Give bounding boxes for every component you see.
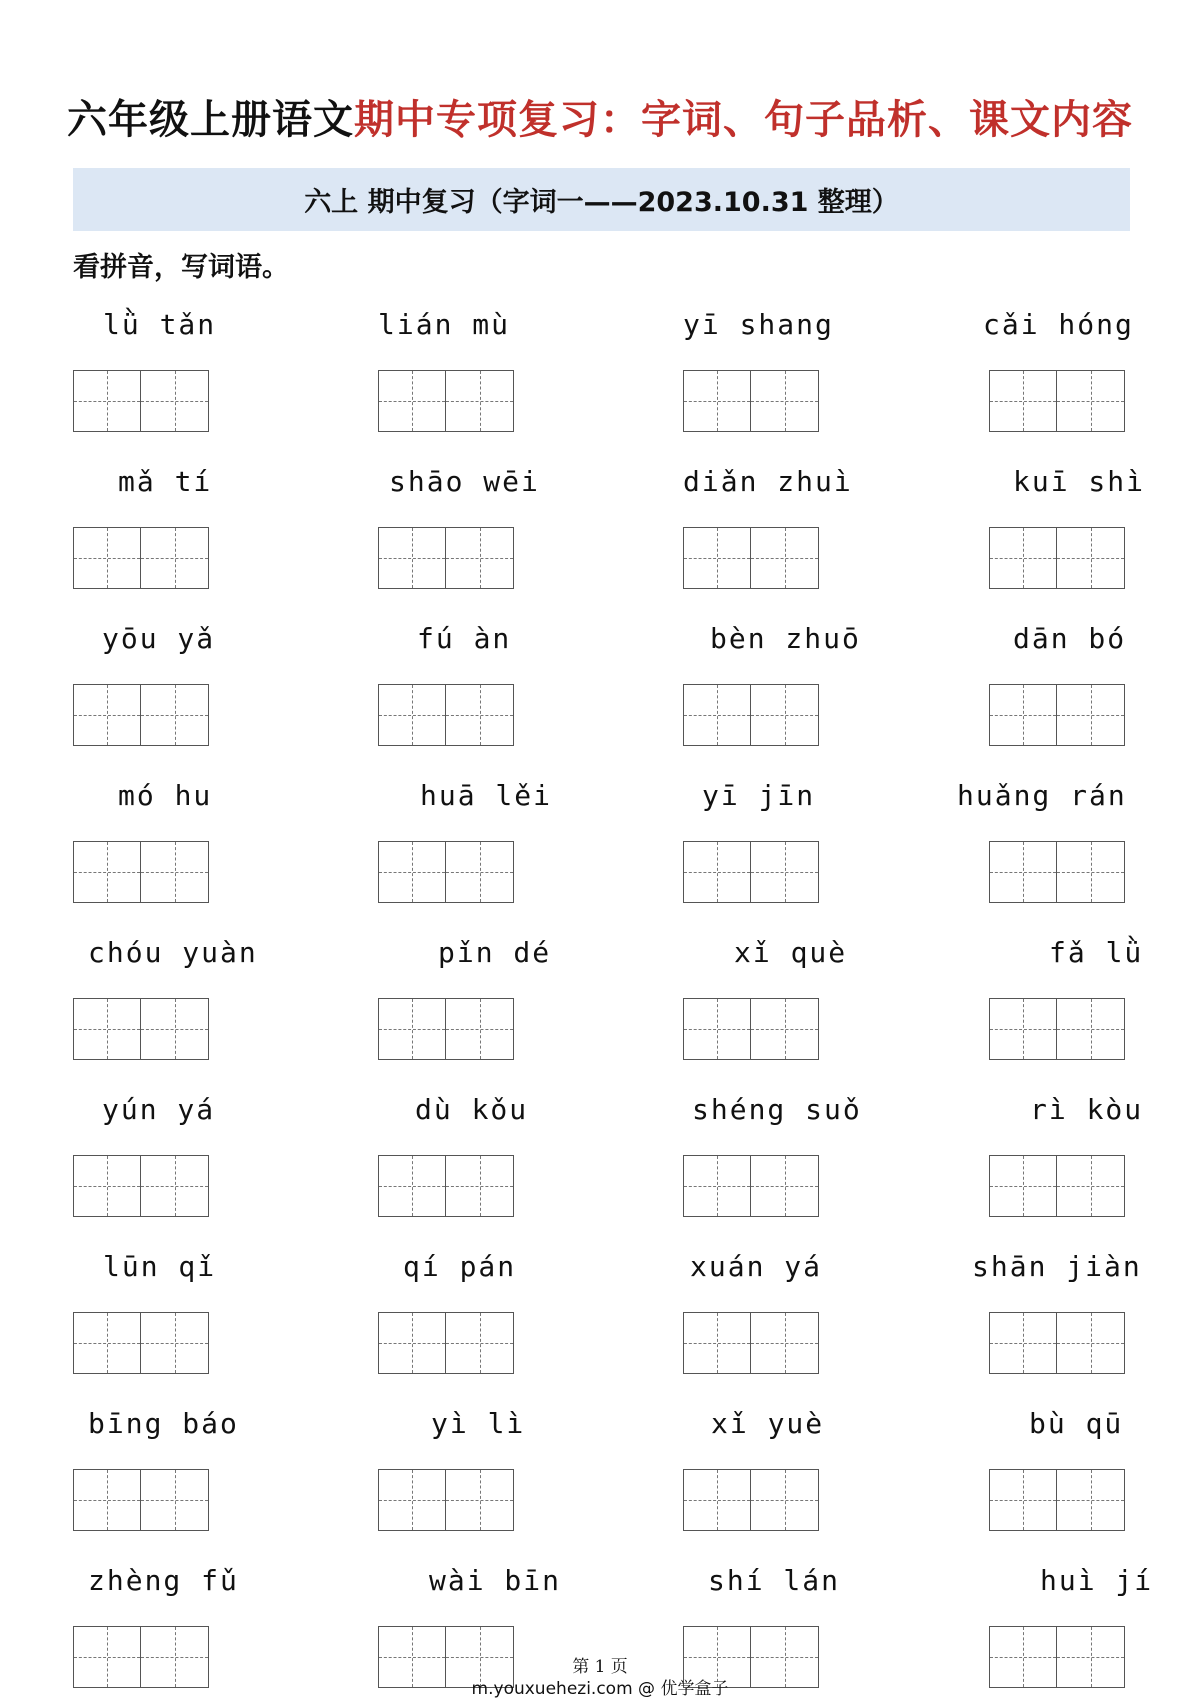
- pinyin-label: diǎn zhuì: [683, 465, 853, 498]
- writing-boxes: [378, 841, 514, 903]
- tianzige-box[interactable]: [73, 998, 141, 1060]
- tianzige-box[interactable]: [141, 841, 209, 903]
- writing-boxes: [73, 1469, 209, 1531]
- pinyin-label: huā lěi: [420, 779, 553, 812]
- writing-boxes: [683, 841, 819, 903]
- tianzige-box[interactable]: [989, 370, 1057, 432]
- tianzige-box[interactable]: [989, 527, 1057, 589]
- tianzige-box[interactable]: [378, 1155, 446, 1217]
- tianzige-box[interactable]: [141, 1155, 209, 1217]
- site-watermark: m.youxuehezi.com @ 优学盒子: [471, 1679, 729, 1699]
- writing-boxes: [378, 1469, 514, 1531]
- writing-boxes: [683, 684, 819, 746]
- tianzige-box[interactable]: [683, 998, 751, 1060]
- tianzige-box[interactable]: [446, 1155, 514, 1217]
- tianzige-box[interactable]: [446, 1469, 514, 1531]
- writing-boxes: [73, 527, 209, 589]
- tianzige-box[interactable]: [73, 841, 141, 903]
- pinyin-label: chóu yuàn: [88, 936, 258, 969]
- writing-boxes: [378, 1312, 514, 1374]
- pinyin-label: yì lì: [431, 1407, 526, 1440]
- tianzige-box[interactable]: [73, 1155, 141, 1217]
- writing-boxes: [378, 370, 514, 432]
- pinyin-label: bèn zhuō: [710, 622, 861, 655]
- tianzige-box[interactable]: [378, 370, 446, 432]
- tianzige-box[interactable]: [989, 841, 1057, 903]
- writing-boxes: [989, 1469, 1125, 1531]
- writing-boxes: [989, 527, 1125, 589]
- tianzige-box[interactable]: [683, 841, 751, 903]
- page-number: 第 1 页: [572, 1657, 628, 1677]
- tianzige-box[interactable]: [446, 998, 514, 1060]
- tianzige-box[interactable]: [751, 1312, 819, 1374]
- writing-boxes: [378, 1155, 514, 1217]
- tianzige-box[interactable]: [73, 1312, 141, 1374]
- pinyin-label: lián mù: [378, 308, 511, 341]
- tianzige-box[interactable]: [378, 1312, 446, 1374]
- tianzige-box[interactable]: [1057, 527, 1125, 589]
- pinyin-label: dān bó: [1013, 622, 1127, 655]
- writing-boxes: [378, 998, 514, 1060]
- pinyin-label: shéng suǒ: [692, 1093, 862, 1126]
- tianzige-box[interactable]: [751, 527, 819, 589]
- tianzige-box[interactable]: [1057, 684, 1125, 746]
- pinyin-label: qí pán: [403, 1250, 517, 1283]
- title-grade: 六年级上册语文: [67, 97, 354, 143]
- writing-boxes: [989, 370, 1125, 432]
- writing-boxes: [73, 1155, 209, 1217]
- writing-boxes: [378, 684, 514, 746]
- writing-boxes: [683, 998, 819, 1060]
- pinyin-label: shāo wēi: [389, 465, 540, 498]
- pinyin-label: rì kòu: [1030, 1093, 1144, 1126]
- tianzige-box[interactable]: [989, 1155, 1057, 1217]
- tianzige-box[interactable]: [446, 370, 514, 432]
- writing-boxes: [989, 684, 1125, 746]
- tianzige-box[interactable]: [378, 998, 446, 1060]
- writing-boxes: [73, 841, 209, 903]
- tianzige-box[interactable]: [446, 841, 514, 903]
- pinyin-label: xǐ què: [734, 936, 848, 969]
- tianzige-box[interactable]: [141, 1469, 209, 1531]
- tianzige-box[interactable]: [989, 1469, 1057, 1531]
- writing-boxes: [378, 527, 514, 589]
- tianzige-box[interactable]: [683, 684, 751, 746]
- tianzige-box[interactable]: [141, 684, 209, 746]
- tianzige-box[interactable]: [141, 370, 209, 432]
- tianzige-box[interactable]: [73, 370, 141, 432]
- pinyin-label: shí lán: [708, 1564, 841, 1597]
- tianzige-box[interactable]: [683, 1469, 751, 1531]
- tianzige-box[interactable]: [683, 527, 751, 589]
- tianzige-box[interactable]: [989, 998, 1057, 1060]
- pinyin-label: lǜ tǎn: [103, 308, 217, 341]
- pinyin-label: fǎ lǜ: [1049, 936, 1144, 969]
- tianzige-box[interactable]: [1057, 370, 1125, 432]
- pinyin-label: yī jīn: [702, 779, 816, 812]
- tianzige-box[interactable]: [73, 527, 141, 589]
- tianzige-box[interactable]: [751, 998, 819, 1060]
- pinyin-label: pǐn dé: [438, 936, 552, 969]
- tianzige-box[interactable]: [683, 370, 751, 432]
- tianzige-box[interactable]: [1057, 1312, 1125, 1374]
- writing-boxes: [73, 684, 209, 746]
- pinyin-label: mó hu: [118, 779, 213, 812]
- pinyin-label: kuī shì: [1013, 465, 1146, 498]
- pinyin-label: yōu yǎ: [102, 622, 216, 655]
- pinyin-label: huǎng rán: [957, 779, 1127, 812]
- writing-boxes: [683, 1312, 819, 1374]
- tianzige-box[interactable]: [683, 1155, 751, 1217]
- pinyin-label: wài bīn: [429, 1564, 562, 1597]
- pinyin-label: yī shang: [683, 308, 834, 341]
- pinyin-label: xǐ yuè: [711, 1407, 825, 1440]
- tianzige-box[interactable]: [751, 1155, 819, 1217]
- section-banner: 六上 期中复习（字词一——2023.10.31 整理）: [73, 168, 1130, 231]
- tianzige-box[interactable]: [378, 1469, 446, 1531]
- tianzige-box[interactable]: [141, 998, 209, 1060]
- pinyin-label: shān jiàn: [972, 1250, 1142, 1283]
- tianzige-box[interactable]: [989, 1312, 1057, 1374]
- tianzige-box[interactable]: [446, 527, 514, 589]
- tianzige-box[interactable]: [73, 1469, 141, 1531]
- tianzige-box[interactable]: [751, 684, 819, 746]
- tianzige-box[interactable]: [378, 841, 446, 903]
- writing-boxes: [73, 998, 209, 1060]
- pinyin-label: yún yá: [102, 1093, 216, 1126]
- tianzige-box[interactable]: [1057, 1469, 1125, 1531]
- tianzige-box[interactable]: [751, 370, 819, 432]
- writing-boxes: [683, 527, 819, 589]
- pinyin-label: lūn qǐ: [103, 1250, 217, 1283]
- tianzige-box[interactable]: [141, 527, 209, 589]
- pinyin-label: bù qū: [1029, 1407, 1124, 1440]
- tianzige-box[interactable]: [378, 684, 446, 746]
- pinyin-label: mǎ tí: [118, 465, 213, 498]
- exercise-instruction: 看拼音，写词语。: [73, 252, 289, 283]
- tianzige-box[interactable]: [446, 684, 514, 746]
- tianzige-box[interactable]: [989, 684, 1057, 746]
- tianzige-box[interactable]: [1057, 1155, 1125, 1217]
- writing-boxes: [73, 1312, 209, 1374]
- writing-boxes: [73, 370, 209, 432]
- tianzige-box[interactable]: [751, 1469, 819, 1531]
- tianzige-box[interactable]: [1057, 841, 1125, 903]
- tianzige-box[interactable]: [751, 841, 819, 903]
- pinyin-label: dù kǒu: [415, 1093, 529, 1126]
- tianzige-box[interactable]: [378, 527, 446, 589]
- writing-boxes: [989, 1155, 1125, 1217]
- writing-boxes: [989, 1312, 1125, 1374]
- tianzige-box[interactable]: [683, 1312, 751, 1374]
- pinyin-label: huì jí: [1040, 1564, 1154, 1597]
- writing-boxes: [989, 841, 1125, 903]
- pinyin-label: bīng báo: [88, 1407, 239, 1440]
- writing-boxes: [683, 370, 819, 432]
- tianzige-box[interactable]: [446, 1312, 514, 1374]
- writing-boxes: [683, 1469, 819, 1531]
- pinyin-label: cǎi hóng: [983, 308, 1134, 341]
- pinyin-label: zhèng fǔ: [88, 1564, 239, 1597]
- pinyin-label: xuán yá: [690, 1250, 823, 1283]
- tianzige-box[interactable]: [141, 1312, 209, 1374]
- title-topic: 期中专项复习：字词、句子品析、课文内容: [354, 97, 1133, 143]
- writing-boxes: [989, 998, 1125, 1060]
- tianzige-box[interactable]: [73, 684, 141, 746]
- tianzige-box[interactable]: [1057, 998, 1125, 1060]
- pinyin-label: fú àn: [417, 622, 512, 655]
- writing-boxes: [683, 1155, 819, 1217]
